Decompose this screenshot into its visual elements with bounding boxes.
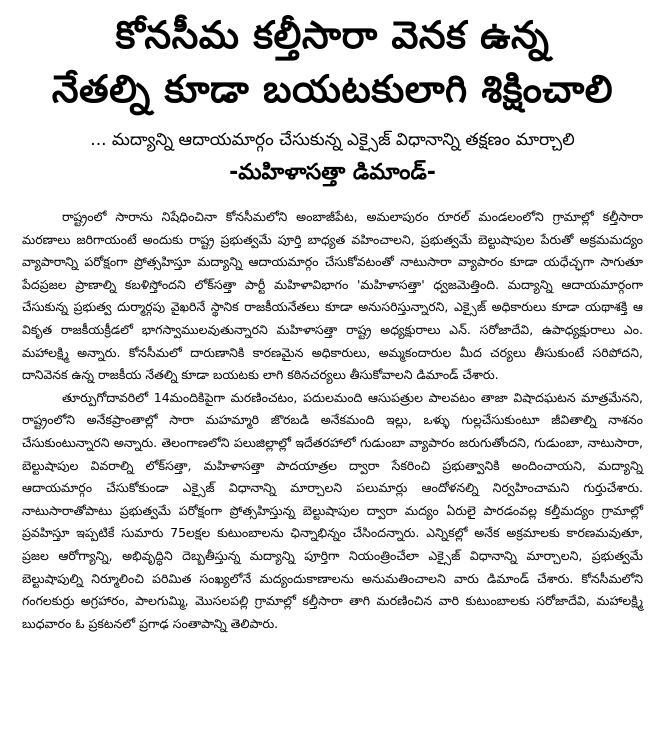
headline-line-2: నేతల్ని కూడా బయటకులాగి శిక్షించాలి [51,67,614,111]
body-paragraph-2: తూర్పుగోదావరిలో 14మందికిపైగా మరణించటం, పదులమంది ఆసుపత్రుల పాలవటం తాజా విషాదఘటన మాత్రమేనని, రాష్ట్రంలోని అనేకప్రాంతాల్లో సారా మహమ్మారి జొరబడి అనేకమంది ఇల్లు, ఒళ్ళు గుల్లచేసుకుంటూ జీవితాల్ని నాశనం చేసుకుంటున్నారని అన్నారు. తెలంగాణలోని పలుజిల్లాల్లో ఇదేతరహాలో గుడుంబా వ్యాపారం జరుగుతోందని, గుడుంబా, నాటుసారా, బెల్టుషాపుల వివరాల్ని లోక్‌సత్తా, మహిళాసత్తా పాదయాత్రల ద్వారా సేకరించి ప్రభుత్వానికి అందించాయని, మద్యాన్ని ఆదాయమార్గం చేసుకోకుండా ఎక్సైజ్ విధానాన్ని మార్చాలని పలుమార్లు ఆందోళనల్ని నిర్వహించామని గుర్తుచేశారు. నాటుసారాతోపాటు ప్రభుత్వమే పరోక్షంగా ప్రోత్సహిస్తున్న బెల్టుషాపుల ద్వారా మద్యం ఏరులై పారడంవల్ల కల్తీమద్యం గ్రామాల్లో ప్రవహిస్తూ ఇప్పటికే సుమారు 75లక్షల కుటుంబాలను ఛిన్నాభిన్నం చేసిందన్నారు. ఎన్నికల్లో అనేక అక్రమాలకు కారణమవుతూ, ప్రజల ఆరోగ్యాన్ని, అభివృద్ధిని దెబ్బతీస్తున్న మద్యాన్ని పూర్తిగా నియంత్రించేలా ఎక్సైజ్ విధానాన్ని మార్చాలని, ప్రభుత్వమే బెల్టుషాపుల్ని నిర్మూలించి పరిమిత సంఖ్యలోనే మద్యందుకాణాలను అనుమతించాలని వారు డిమాండ్ చేశారు. కోనసీమలోని గంగలకుర్రు అగ్రహారం, పాలగుమ్మి, మొసలపల్లి గ్రామాల్లో కల్తీసారా తాగి మరణించిన వారి కుటుంబాలకు సరోజాదేవి, మహాలక్ష్మి బుధవారం ఓ ప్రకటనలో ప్రగాఢ సంతాపాన్ని తెలిపారు. [22,389,643,631]
subheadline: ... మద్యాన్ని ఆదాయమార్గం చేసుకున్న ఎక్సైజ్ విధానాన్ని తక్షణం మార్చాలి [90,130,575,150]
demand-line: -మహిళాసత్తా డిమాండ్- [229,160,436,185]
body-paragraph-1: రాష్ట్రంలో సారాను నిషేధించినా కోనసీమలోని అంబాజీపేట, అమలాపురం రూరల్ మండలంలోని గ్రామాల్లో కల్తీసారా మరణాలు జరిగాయంటే అందుకు రాష్ట్ర ప్రభుత్వమే పూర్తి బాధ్యత వహించాలని, ప్రభుత్వమే బెల్టుషాపుల పేరుతో అక్రమమద్యం వ్యాపారాన్ని పరోక్షంగా ప్రోత్సహిస్తూ మద్యాన్ని ఆదాయమార్గం చేసుకోవటంతో నాటుసారా వ్యాపారం కూడా యధేచ్ఛగా సాగుతూ పేదప్రజల ప్రాణాల్ని కబళిస్తోందని లోక్‌సత్తా పార్టీ మహిళావిభాగం 'మహిళాసత్తా' ధ్వజమెత్తింది. మద్యాన్ని ఆదాయమార్గంగా చేసుకున్న ప్రభుత్వ దుర్మార్గపు వైఖరినే స్థానిక రాజకీయనేతలు కూడా అనుసరిస్తున్నారని, ఎక్సైజ్ అధికారులు కూడా యథాశక్తి ఆ వికృత రాజకీయక్రీడలో భాగస్వాములవుతున్నారని మహిళాసత్తా రాష్ట్ర అధ్యక్షురాలు ఎన్. సరోజాదేవి, ఉపాధ్యక్షురాలు ఎం. మహాలక్ష్మి అన్నారు. కోనసీమలో దారుణానికి కారణమైన అధికారులు, అమ్మకందారుల మీద చర్యలు తీసుకుంటే సరిపోదని, దానివెనక ఉన్న రాజకీయ నేతల్ని కూడా బయటకు లాగి కఠినచర్యలు తీసుకోవాలని డిమాండ్ చేశారు. [22,209,643,383]
headline-line-1: కోనసీమ కల్తీసారా వెనక ఉన్న [115,13,550,57]
